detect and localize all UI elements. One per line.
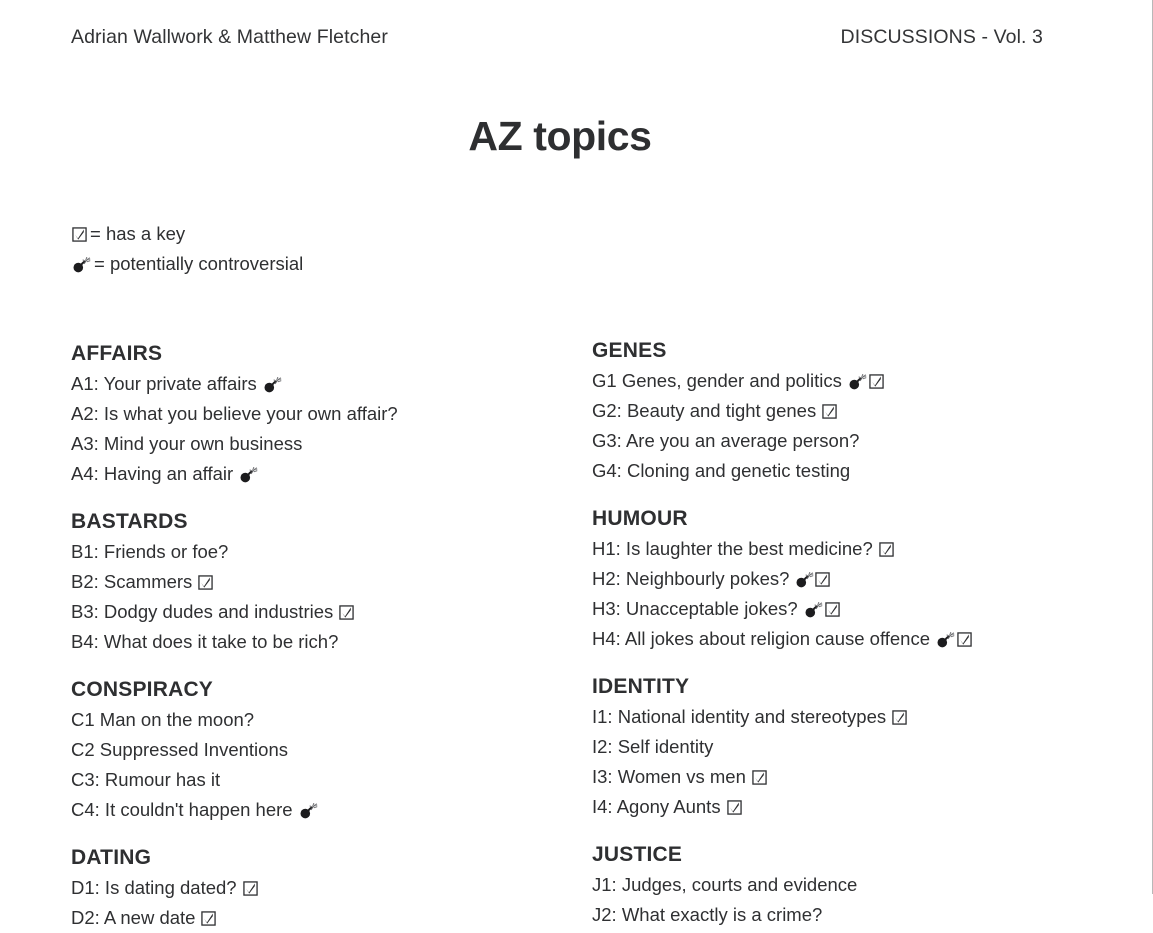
topic-item[interactable] <box>71 765 571 795</box>
topic-item[interactable] <box>592 762 1092 792</box>
checkbox-checked-icon <box>198 575 213 590</box>
topic-item[interactable] <box>71 627 571 657</box>
topic-columns <box>0 339 1153 928</box>
topic-item[interactable] <box>71 399 571 429</box>
topic-markers <box>935 628 973 649</box>
topic-label: B4: What does it take to be rich? <box>71 631 339 652</box>
topic-markers <box>794 568 831 589</box>
topic-markers <box>262 373 283 394</box>
topic-section <box>71 340 571 489</box>
topic-label: H3: Unacceptable jokes? <box>592 598 798 619</box>
topic-label: B1: Friends or foe? <box>71 541 229 562</box>
bomb-icon <box>804 602 823 618</box>
left-column <box>71 340 571 933</box>
right-column <box>592 340 1092 930</box>
topic-section <box>71 676 571 825</box>
bomb-icon <box>263 377 282 393</box>
topic-markers <box>242 877 259 898</box>
topic-label: C2 Suppressed Inventions <box>71 739 288 760</box>
topic-section <box>592 841 1092 930</box>
topic-item[interactable] <box>592 564 1092 594</box>
topic-item[interactable] <box>71 567 571 597</box>
section-heading: AFFAIRS <box>71 342 163 365</box>
bomb-icon <box>72 257 91 273</box>
topic-item[interactable] <box>71 795 571 825</box>
section-heading: JUSTICE <box>592 843 683 866</box>
topic-label: H4: All jokes about religion cause offence <box>592 628 931 649</box>
topic-label: H2: Neighbourly pokes? <box>592 568 790 589</box>
topic-section <box>592 337 1092 486</box>
topic-markers <box>821 400 838 421</box>
topic-label: A4: Having an affair <box>71 463 234 484</box>
header-book-title: DISCUSSIONS - Vol. 3 <box>840 26 1043 48</box>
topic-label: I3: Women vs men <box>592 766 746 787</box>
topic-item[interactable] <box>592 702 1092 732</box>
checkbox-checked-icon <box>727 800 742 815</box>
bomb-icon <box>299 803 318 819</box>
topic-item[interactable] <box>71 597 571 627</box>
topic-markers <box>847 370 885 391</box>
topic-markers <box>197 571 214 592</box>
topic-label: I1: National identity and stereotypes <box>592 706 887 727</box>
checkbox-checked-icon <box>815 572 830 587</box>
checkbox-checked-icon <box>957 632 972 647</box>
legend <box>71 219 303 279</box>
topic-label: J1: Judges, courts and evidence <box>592 874 858 895</box>
legend-row <box>71 219 303 249</box>
checkbox-checked-icon <box>869 374 884 389</box>
topic-label: G4: Cloning and genetic testing <box>592 460 851 481</box>
bomb-icon <box>795 572 814 588</box>
topic-markers <box>803 598 841 619</box>
topic-label: D2: A new date <box>71 907 196 928</box>
topic-label: H1: Is laughter the best medicine? <box>592 538 873 559</box>
header-authors: Adrian Wallwork & Matthew Fletcher <box>71 26 388 48</box>
topic-item[interactable] <box>592 594 1092 624</box>
topic-section <box>71 508 571 657</box>
topic-label: D1: Is dating dated? <box>71 877 237 898</box>
topic-markers <box>891 706 908 727</box>
topic-label: A1: Your private affairs <box>71 373 257 394</box>
topic-markers <box>726 796 743 817</box>
section-heading: BASTARDS <box>71 510 188 533</box>
topic-section <box>592 505 1092 654</box>
section-heading: GENES <box>592 339 667 362</box>
topic-markers <box>200 907 217 928</box>
topic-markers <box>338 601 355 622</box>
topic-label: C1 Man on the moon? <box>71 709 255 730</box>
topic-item[interactable] <box>592 426 1092 456</box>
running-header <box>71 26 1043 49</box>
checkbox-checked-icon <box>879 542 894 557</box>
checkbox-checked-icon <box>825 602 840 617</box>
topic-item[interactable] <box>71 705 571 735</box>
topic-label: B3: Dodgy dudes and industries <box>71 601 334 622</box>
topic-item[interactable] <box>592 792 1092 822</box>
topic-item[interactable] <box>71 735 571 765</box>
topic-item[interactable] <box>71 429 571 459</box>
topic-item[interactable] <box>592 456 1092 486</box>
checkbox-checked-icon <box>72 227 87 242</box>
topic-markers <box>238 463 259 484</box>
topic-item[interactable] <box>592 732 1092 762</box>
section-heading: IDENTITY <box>592 675 690 698</box>
topic-label: A2: Is what you believe your own affair? <box>71 403 398 424</box>
page-title: AZ topics <box>468 113 652 159</box>
topic-label: I4: Agony Aunts <box>592 796 721 817</box>
topic-item[interactable] <box>592 624 1092 654</box>
topic-markers <box>751 766 768 787</box>
topic-item[interactable] <box>592 900 1092 930</box>
topic-label: A3: Mind your own business <box>71 433 303 454</box>
topic-item[interactable] <box>71 369 571 399</box>
topic-label: G1 Genes, gender and politics <box>592 370 842 391</box>
topic-item[interactable] <box>71 903 571 933</box>
topic-item[interactable] <box>71 873 571 903</box>
topic-label: C3: Rumour has it <box>71 769 221 790</box>
topic-label: C4: It couldn't happen here <box>71 799 293 820</box>
topic-label: I2: Self identity <box>592 736 714 757</box>
topic-item[interactable] <box>592 366 1092 396</box>
checkbox-checked-icon <box>822 404 837 419</box>
checkbox-checked-icon <box>752 770 767 785</box>
bomb-icon <box>239 467 258 483</box>
topic-section <box>71 844 571 933</box>
section-heading: HUMOUR <box>592 507 688 530</box>
topic-item[interactable] <box>71 459 571 489</box>
topic-label: J2: What exactly is a crime? <box>592 904 823 925</box>
topic-label: G2: Beauty and tight genes <box>592 400 817 421</box>
bomb-icon <box>848 374 867 390</box>
topic-label: B2: Scammers <box>71 571 193 592</box>
legend-row <box>71 249 303 279</box>
topic-item[interactable] <box>592 534 1092 564</box>
checkbox-checked-icon <box>339 605 354 620</box>
bomb-icon <box>936 632 955 648</box>
legend-label: = potentially controversial <box>94 253 304 274</box>
topic-section <box>592 673 1092 822</box>
topic-item[interactable] <box>592 870 1092 900</box>
topic-label: G3: Are you an average person? <box>592 430 860 451</box>
section-heading: DATING <box>71 846 152 869</box>
checkbox-checked-icon <box>201 911 216 926</box>
topic-item[interactable] <box>592 396 1092 426</box>
topic-markers <box>878 538 895 559</box>
topic-item[interactable] <box>71 537 571 567</box>
section-heading: CONSPIRACY <box>71 678 214 701</box>
topic-markers <box>298 799 319 820</box>
legend-label: = has a key <box>90 223 186 244</box>
checkbox-checked-icon <box>892 710 907 725</box>
